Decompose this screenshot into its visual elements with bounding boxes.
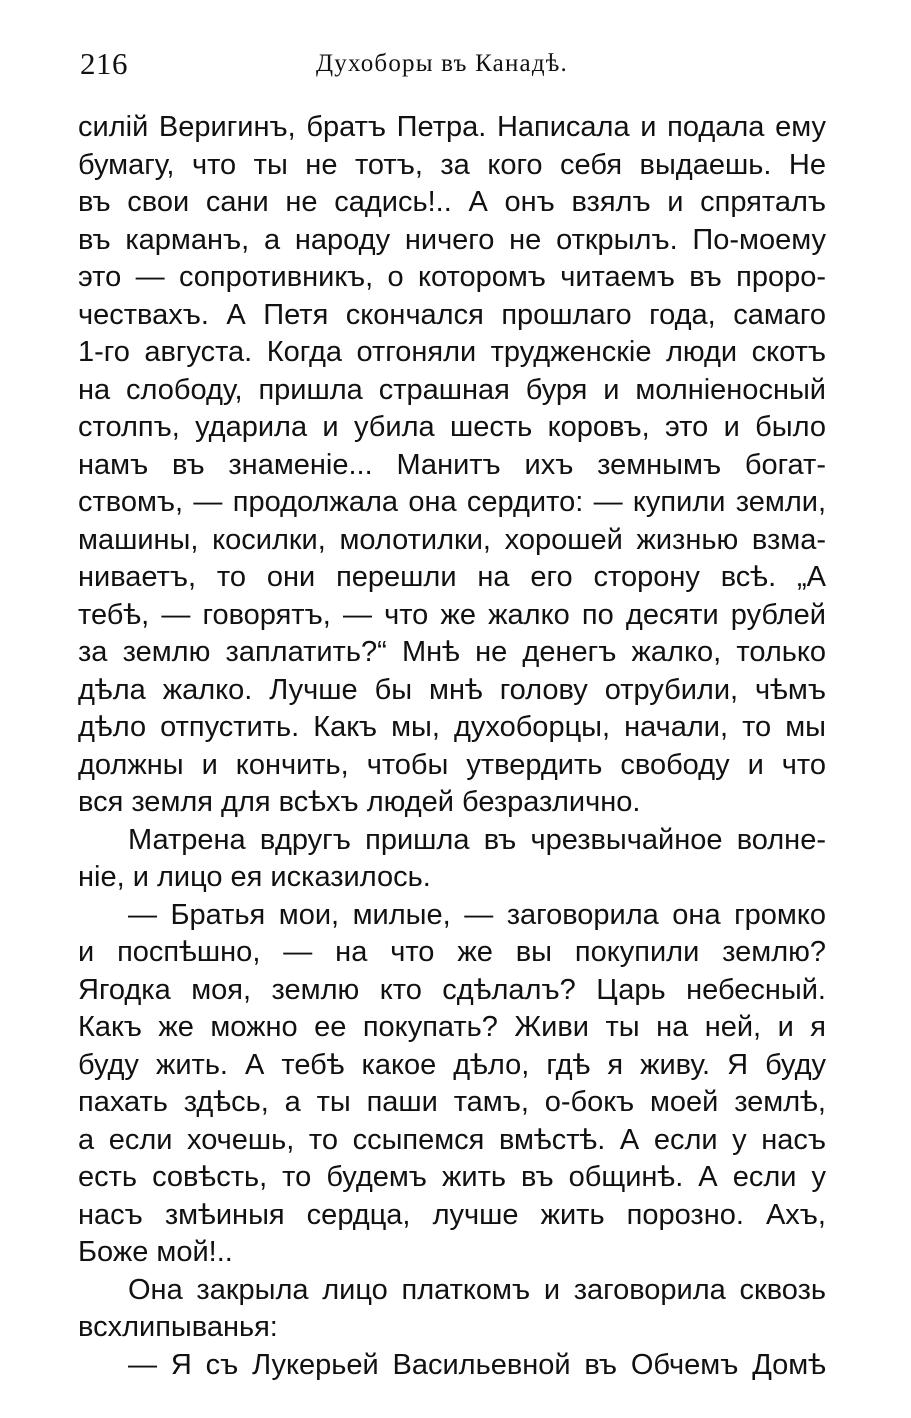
text-line: буду жить. А тебѣ какое дѣло, гдѣ я живу. Я буду — [78, 1048, 826, 1081]
text-line: Она закрыла лицо платкомъ и заговорила сквозь — [128, 1273, 826, 1306]
running-title: Духоборы въ Канадѣ. — [316, 50, 568, 77]
text-line: есть совѣсть, то будемъ жить въ общинѣ. А если у — [78, 1161, 826, 1193]
text-line: ствомъ, — продолжала она сердито: — купили земли, — [78, 486, 826, 518]
text-line: дѣла жалко. Лучше бы мнѣ голову отрубили, чѣмъ — [78, 673, 826, 706]
page-number: 216 — [80, 46, 128, 81]
text-line: чествахъ. А Петя скончался прошлаго года, самаго — [78, 298, 826, 331]
paragraph-3 — [78, 897, 826, 1272]
paragraph-5 — [78, 1347, 826, 1385]
text-line: ніе, и лицо ея исказилось. — [78, 861, 431, 893]
text-line: пахать здѣсь, а ты паши тамъ, о-бокъ моей землѣ, — [78, 1086, 826, 1118]
text-line: должны и кончить, чтобы утвердить свободу и что — [78, 748, 826, 781]
page-header — [78, 44, 826, 84]
text-line: Ягодка моя, землю кто сдѣлалъ? Царь небесный. — [78, 973, 826, 1006]
text-line: — Братья мои, милые, — заговорила она громко — [128, 898, 826, 931]
text-line: Какъ же можно ее покупать? Живи ты на ней, и я — [78, 1011, 826, 1043]
text-line: силій Веригинъ, братъ Петра. Написала и подала ему — [78, 111, 826, 143]
text-line: за землю заплатить?“ Мнѣ не денегъ жалко, только — [78, 636, 826, 668]
text-line: столпъ, ударила и убила шесть коровъ, это и было — [78, 411, 826, 443]
paragraph-4 — [78, 1272, 826, 1347]
text-line: Матрена вдругъ пришла въ чрезвычайное волне- — [128, 823, 826, 856]
text-line: въ карманъ, а народу ничего не открылъ. По-моему — [78, 223, 826, 256]
text-line: въ свои сани не садись!.. А онъ взялъ и спряталъ — [78, 186, 826, 218]
text-line: это — сопротивникъ, о которомъ читаемъ въ проро- — [78, 261, 826, 293]
text-line: намъ въ знаменіе... Манитъ ихъ земнымъ богат- — [78, 448, 826, 481]
text-line: всхлипыванья: — [78, 1311, 278, 1343]
text-line: тебѣ, — говорятъ, — что же жалко по десяти рублей — [78, 598, 826, 631]
text-line: дѣло отпустить. Какъ мы, духоборцы, начали, то мы — [78, 711, 826, 743]
text-line: а если хочешь, то ссыпемся вмѣстѣ. А если у насъ — [78, 1123, 826, 1156]
text-line: и поспѣшно, — на что же вы покупили землю? — [78, 936, 826, 968]
paragraph-2 — [78, 822, 826, 897]
body-text — [78, 109, 826, 1384]
text-line: 1-го августа. Когда отгоняли трудженскіе люди скотъ — [78, 336, 826, 368]
text-line: вся земля для всѣхъ людей безразлично. — [78, 786, 641, 818]
paragraph-1 — [78, 109, 826, 822]
text-line: ниваетъ, то они перешли на его сторону всѣ. „А — [78, 561, 826, 593]
text-line: на слободу, пришла страшная буря и молніеносный — [78, 373, 826, 406]
text-line: насъ змѣиныя сердца, лучше жить порозно. Ахъ, — [78, 1198, 826, 1231]
text-line: Боже мой!.. — [78, 1236, 233, 1268]
text-line: — Я съ Лукерьей Васильевной въ Обчемъ Домѣ — [128, 1348, 826, 1381]
text-line: машины, косилки, молотилки, хорошей жизнью взма- — [78, 523, 826, 556]
text-line: бумагу, что ты не тотъ, за кого себя выдаешь. Не — [78, 148, 826, 181]
